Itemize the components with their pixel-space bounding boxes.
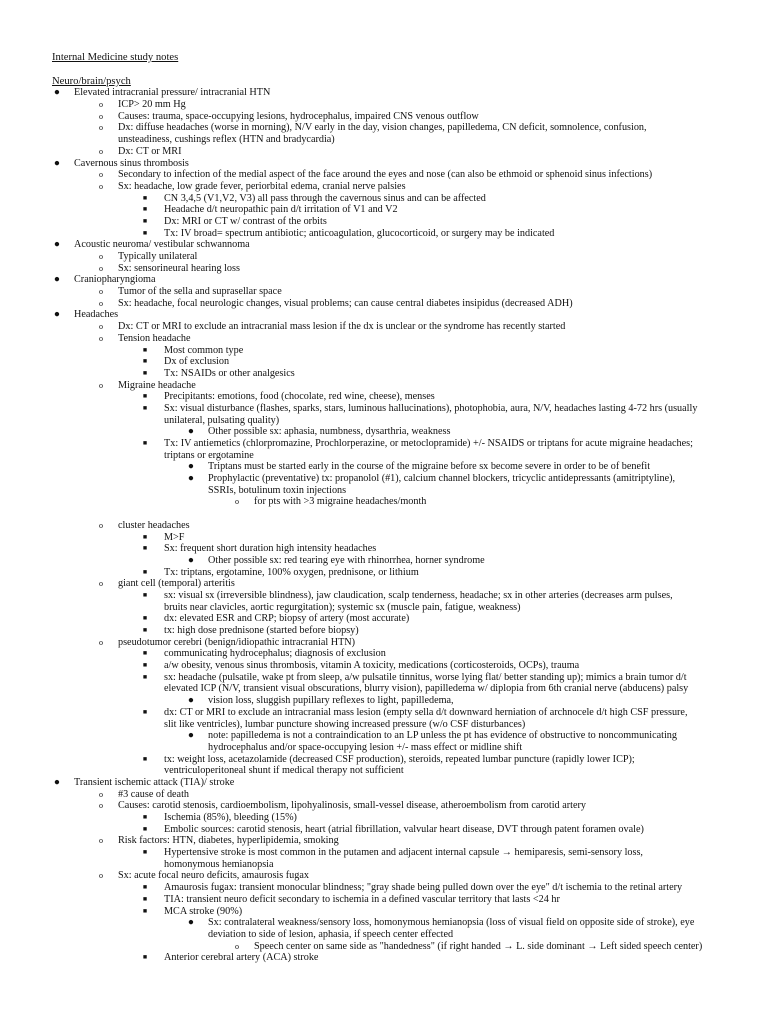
list-item-text: MCA stroke (90%) bbox=[164, 905, 243, 917]
list-item-text: TIA: transient neuro deficit secondary to ischemia in a defined vascular territory that lasts <24 hr bbox=[164, 893, 560, 905]
bullet-icon: o bbox=[235, 497, 239, 507]
list-item-text: Ischemia (85%), bleeding (15%) bbox=[164, 812, 297, 823]
list-item-text: homonymous hemianopsia bbox=[164, 858, 274, 870]
list-item-text: Headache d/t neuropathic pain d/t irritation of V1 and V2 bbox=[164, 204, 398, 216]
bullet-icon: o bbox=[99, 380, 103, 390]
bullet-icon: ■ bbox=[142, 590, 148, 599]
bullet-icon: o bbox=[99, 322, 103, 332]
list-item bbox=[0, 169, 768, 181]
list-item bbox=[0, 695, 768, 707]
list-item-text: unsteadiness, cushings reflex (HTN and bradycardia) bbox=[118, 134, 335, 146]
list-item bbox=[0, 473, 768, 485]
list-item-text: Transient ischemic attack (TIA)/ stroke bbox=[74, 776, 235, 788]
list-item bbox=[0, 555, 768, 567]
bullet-icon: ● bbox=[53, 157, 61, 169]
bullet-icon: ■ bbox=[142, 439, 148, 447]
bullet-icon: o bbox=[235, 941, 239, 951]
list-item-text: sx: visual sx (irreversible blindness), jaw claudication, scalp tenderness, headache; sx in other arteries (decreases arm pulses, bbox=[164, 589, 673, 601]
list-item bbox=[0, 800, 768, 812]
bullet-icon: o bbox=[99, 579, 103, 589]
bullet-icon: ■ bbox=[142, 707, 148, 716]
bullet-icon: o bbox=[99, 146, 103, 156]
list-item bbox=[0, 496, 768, 508]
list-item bbox=[0, 660, 768, 672]
list-item bbox=[0, 952, 768, 964]
bullet-icon: ■ bbox=[142, 544, 148, 553]
list-item-text: dx: CT or MRI to exclude an intracranial mass lesion (empty sella d/t downward herniation of archnocele d/t high CSF pressure, bbox=[164, 706, 688, 718]
list-item bbox=[0, 637, 768, 649]
list-item-text: pseudotumor cerebri (benign/idiopathic intracranial HTN) bbox=[118, 636, 356, 648]
bullet-icon: ■ bbox=[142, 228, 148, 237]
list-item-text: Sx: frequent short duration high intensity headaches bbox=[164, 543, 377, 555]
list-item bbox=[0, 309, 768, 321]
list-item-text: CN 3,4,5 (V1,V2, V3) all pass through the cavernous sinus and can be affected bbox=[164, 192, 486, 204]
list-item-text: Triptans must be started early in the course of the migraine before sx become severe in order to be of benefit bbox=[208, 461, 651, 473]
list-item-text: Risk factors: HTN, diabetes, hyperlipidemia, smoking bbox=[118, 835, 339, 847]
list-item-text: Tx: triptans, ergotamine, 100% oxygen, prednisone, or lithium bbox=[164, 566, 419, 578]
bullet-icon: ● bbox=[187, 554, 195, 566]
list-item-text: Other possible sx: red tearing eye with rhinorrhea, horner syndrome bbox=[208, 554, 485, 566]
list-item-text: unilateral, pulsating quality) bbox=[164, 414, 280, 426]
notes-list bbox=[0, 87, 768, 964]
list-item-text: sx: headache (pulsatile, wake pt from sleep, a/w pulsatile tinnitus, worse lying flat/ better standing up); mimics a brain tumor d/t bbox=[164, 671, 687, 683]
list-item bbox=[0, 789, 768, 801]
list-item-text: Sx: headache, focal neurologic changes, visual problems; can cause central diabetes insipidus (decreased ADH) bbox=[118, 297, 573, 309]
list-item bbox=[0, 193, 768, 205]
bullet-icon: ■ bbox=[142, 216, 148, 225]
list-item-text: Dx: CT or MRI bbox=[118, 145, 182, 157]
list-item-text: Embolic sources: carotid stenosis, heart (atrial fibrillation, valvular heart disease, DVT through patent foramen ovale) bbox=[164, 823, 644, 835]
list-item-text: communicating hydrocephalus; diagnosis of exclusion bbox=[164, 648, 386, 660]
bullet-icon: o bbox=[99, 170, 103, 180]
list-item bbox=[0, 590, 768, 602]
list-item-text: a/w obesity, venous sinus thrombosis, vitamin A toxicity, medications (corticosteroids, OCPs), trauma bbox=[164, 660, 580, 672]
bullet-icon: ● bbox=[187, 695, 195, 707]
list-item-text: Causes: trauma, space-occupying lesions, hydrocephalus, impaired CNS venous outflow bbox=[118, 110, 479, 122]
list-item bbox=[0, 625, 768, 637]
bullet-icon: ● bbox=[187, 461, 195, 473]
document-title: Internal Medicine study notes bbox=[52, 52, 179, 63]
list-item bbox=[0, 847, 768, 859]
list-item-text: Elevated intracranial pressure/ intracranial HTN bbox=[74, 87, 271, 99]
bullet-icon: o bbox=[99, 298, 103, 308]
bullet-icon: ■ bbox=[142, 357, 148, 366]
list-item-text: SSRIs, botulinum toxin injections bbox=[208, 484, 347, 496]
list-item-text: Most common type bbox=[164, 344, 244, 356]
bullet-icon: ■ bbox=[142, 567, 148, 576]
list-item-text: giant cell (temporal) arteritis bbox=[118, 578, 235, 590]
list-item-text: Cavernous sinus thrombosis bbox=[74, 157, 189, 169]
bullet-icon: o bbox=[99, 123, 103, 133]
list-item bbox=[0, 228, 768, 240]
list-item-text: note: papilledema is not a contraindication to an LP unless the pt has evidence of obstructive to noncommunicating bbox=[208, 730, 677, 742]
list-item bbox=[0, 578, 768, 590]
list-item bbox=[0, 719, 768, 731]
bullet-icon: ■ bbox=[142, 193, 148, 202]
list-item bbox=[0, 532, 768, 544]
list-item-text: Sx: sensorineural hearing loss bbox=[118, 262, 240, 274]
bullet-icon: ● bbox=[53, 776, 61, 788]
list-item bbox=[0, 251, 768, 263]
list-item bbox=[0, 777, 768, 789]
list-item-text: Causes: carotid stenosis, cardioembolism, lipohyalinosis, small-vessel disease, atheroembolism from carotid artery bbox=[118, 800, 586, 812]
list-item bbox=[0, 216, 768, 228]
bullet-icon: ■ bbox=[142, 894, 148, 903]
bullet-icon: o bbox=[99, 263, 103, 273]
list-item bbox=[0, 567, 768, 579]
list-item-text: Sx: headache, low grade fever, periorbital edema, cranial nerve palsies bbox=[118, 180, 406, 192]
list-item-text: Acoustic neuroma/ vestibular schwannoma bbox=[74, 239, 250, 251]
list-item-text: Tx: IV antiemetics (chlorpromazine, Prochlorperazine, or metoclopramide) +/- NSAIDS or triptans for acute migraine headaches; bbox=[164, 438, 693, 449]
bullet-icon: ● bbox=[53, 309, 61, 321]
bullet-icon: ■ bbox=[142, 649, 148, 658]
list-item-text: Other possible sx: aphasia, numbness, dysarthria, weakness bbox=[208, 426, 451, 438]
list-item bbox=[0, 426, 768, 438]
list-item bbox=[0, 613, 768, 625]
list-item bbox=[0, 485, 768, 497]
list-item bbox=[0, 824, 768, 836]
bullet-icon: ■ bbox=[142, 754, 148, 763]
bullet-icon: o bbox=[99, 252, 103, 261]
bullet-icon: ● bbox=[53, 239, 61, 251]
document-page bbox=[0, 52, 768, 964]
list-item-text: elevated ICP (N/V, transient visual obscurations, blurry vision), papilledema w/ diplopia from 6th cranial nerve (abducens) palsy bbox=[164, 683, 689, 695]
list-item bbox=[0, 134, 768, 146]
list-item bbox=[0, 321, 768, 333]
bullet-icon: ● bbox=[187, 730, 195, 742]
list-item-text: Secondary to infection of the medial aspect of the face around the eyes and nose (can also be ethmoid or sphenoid sinus infections) bbox=[118, 169, 653, 181]
list-item bbox=[0, 286, 768, 298]
list-item bbox=[0, 543, 768, 555]
list-item-text: Tx: NSAIDs or other analgesics bbox=[164, 367, 295, 379]
list-item-text: tx: high dose prednisone (started before biopsy) bbox=[164, 625, 359, 636]
bullet-icon: o bbox=[99, 871, 103, 881]
bullet-icon: ■ bbox=[142, 906, 148, 915]
list-item bbox=[0, 438, 768, 450]
list-item-text: Speech center on same side as "handedness" (if right handed → L. side dominant → Left sided speech center) bbox=[254, 940, 703, 952]
bullet-icon: ■ bbox=[142, 626, 148, 634]
bullet-icon: ● bbox=[187, 473, 195, 485]
list-item bbox=[0, 298, 768, 310]
bullet-icon: o bbox=[99, 637, 103, 647]
list-item bbox=[0, 461, 768, 473]
list-item-text: #3 cause of death bbox=[118, 788, 189, 800]
bullet-icon: o bbox=[99, 100, 103, 110]
bullet-icon: ■ bbox=[142, 824, 148, 833]
list-item-text: M>F bbox=[164, 531, 185, 543]
list-item-text: for pts with >3 migraine headaches/month bbox=[254, 496, 427, 508]
list-item-text: Dx of exclusion bbox=[164, 356, 230, 368]
bullet-icon: o bbox=[99, 836, 103, 846]
list-item bbox=[0, 333, 768, 345]
list-item-text: Sx: contralateral weakness/sensory loss, homonymous hemianopsia (loss of visual field on opposite side of stroke), eye bbox=[208, 917, 695, 929]
list-item bbox=[0, 730, 768, 742]
list-item-text: deviation to side of lesion, aphasia, if speech center effected bbox=[208, 928, 454, 940]
list-item-text: Hypertensive stroke is most common in the putamen and adjacent internal capsule → hemiparesis, semi-sensory loss, bbox=[164, 847, 643, 859]
list-item bbox=[0, 602, 768, 614]
list-item bbox=[0, 707, 768, 719]
list-item bbox=[0, 882, 768, 894]
list-item bbox=[0, 754, 768, 766]
list-item bbox=[0, 263, 768, 275]
list-item-text: ventriculoperitoneal shunt if medical therapy not sufficient bbox=[164, 765, 404, 777]
bullet-icon: ● bbox=[187, 917, 195, 929]
list-item bbox=[0, 403, 768, 415]
bullet-icon: ■ bbox=[142, 205, 148, 214]
list-item bbox=[0, 906, 768, 918]
bullet-icon: ■ bbox=[142, 392, 148, 401]
list-item bbox=[0, 274, 768, 286]
list-item-text: Anterior cerebral artery (ACA) stroke bbox=[164, 952, 319, 964]
list-item bbox=[0, 520, 768, 532]
list-item-text: triptans or ergotamine bbox=[164, 449, 254, 461]
bullet-icon: ■ bbox=[142, 532, 148, 541]
list-item-text: Sx: visual disturbance (flashes, sparks, stars, luminous hallucinations), photophobia, aura, N/V, headaches lasting 4-72 hrs (usually bbox=[164, 402, 698, 414]
bullet-icon: o bbox=[99, 801, 103, 811]
section-heading: Neuro/brain/psych bbox=[52, 75, 131, 87]
list-item bbox=[0, 812, 768, 824]
list-item bbox=[0, 158, 768, 170]
list-item-text: hydrocephalus and/or space-occupying lesion +/- mass effect or midline shift bbox=[208, 741, 523, 753]
list-item bbox=[0, 380, 768, 392]
list-item-text: Dx: MRI or CT w/ contrast of the orbits bbox=[164, 215, 327, 227]
list-item bbox=[0, 859, 768, 871]
list-item-text: cluster headaches bbox=[118, 519, 190, 531]
list-item-text: Tension headache bbox=[118, 332, 191, 344]
list-item-text: Amaurosis fugax: transient monocular blindness; "gray shade being pulled down over the eye" d/t ischemia to the retinal artery bbox=[164, 882, 683, 894]
list-item bbox=[0, 368, 768, 380]
list-item bbox=[0, 929, 768, 941]
list-item bbox=[0, 450, 768, 462]
list-item bbox=[0, 181, 768, 193]
list-item-text: Migraine headache bbox=[118, 379, 196, 391]
list-item-text: Sx: acute focal neuro deficits, amaurosis fugax bbox=[118, 870, 309, 882]
list-item bbox=[0, 672, 768, 684]
list-item bbox=[0, 415, 768, 427]
list-item bbox=[0, 146, 768, 158]
bullet-icon: o bbox=[99, 111, 103, 121]
list-item bbox=[0, 917, 768, 929]
bullet-icon: ■ bbox=[142, 661, 148, 670]
bullet-icon: ■ bbox=[142, 883, 148, 892]
bullet-icon: ● bbox=[53, 87, 61, 99]
bullet-icon: ● bbox=[187, 426, 195, 438]
bullet-icon: ■ bbox=[142, 614, 148, 623]
bullet-icon: ■ bbox=[142, 403, 148, 412]
list-item-text: Prophylactic (preventative) tx: propanolol (#1), calcium channel blockers, tricyclic antidepressants (amitriptyline), bbox=[208, 473, 676, 485]
list-item-text: bruits near clavicles, aortic regurgitation); systemic sx (muscle pain, fatigue, weakness) bbox=[164, 601, 521, 613]
list-item-text: tx: weight loss, acetazolamide (decreased CSF production), steroids, repeated lumbar puncture (rapidly lower ICP); bbox=[164, 753, 635, 765]
list-item bbox=[0, 122, 768, 134]
list-item bbox=[0, 870, 768, 882]
bullet-icon: ■ bbox=[142, 953, 148, 962]
bullet-icon: ■ bbox=[142, 848, 148, 857]
list-item bbox=[0, 765, 768, 777]
bullet-icon: o bbox=[99, 181, 103, 191]
bullet-icon: ● bbox=[53, 274, 61, 286]
list-item bbox=[0, 648, 768, 660]
list-item bbox=[0, 87, 768, 99]
bullet-icon: o bbox=[99, 789, 103, 799]
list-item-text: ICP> 20 mm Hg bbox=[118, 99, 186, 111]
list-item bbox=[0, 835, 768, 847]
list-item bbox=[0, 239, 768, 251]
bullet-icon: o bbox=[99, 333, 103, 343]
list-item-text: slit like ventricles), lumbar puncture showing increased pressure (w/o CSF disturbances) bbox=[164, 718, 526, 730]
list-item bbox=[0, 894, 768, 906]
bullet-icon: ■ bbox=[142, 672, 148, 681]
bullet-icon: ■ bbox=[142, 345, 148, 354]
list-item bbox=[0, 99, 768, 111]
list-item bbox=[0, 111, 768, 123]
list-item bbox=[0, 742, 768, 754]
list-item bbox=[0, 345, 768, 357]
list-item-text: dx: elevated ESR and CRP; biopsy of artery (most accurate) bbox=[164, 613, 410, 625]
list-item bbox=[0, 683, 768, 695]
list-item-text: Precipitants: emotions, food (chocolate, red wine, cheese), menses bbox=[164, 391, 435, 403]
list-item bbox=[0, 356, 768, 368]
list-item bbox=[0, 508, 768, 520]
bullet-icon: ■ bbox=[142, 813, 148, 821]
bullet-icon: o bbox=[99, 287, 103, 297]
list-item-text: Tumor of the sella and suprasellar space bbox=[118, 286, 282, 298]
list-item-text: Dx: CT or MRI to exclude an intracranial mass lesion if the dx is unclear or the syndrome has recently started bbox=[118, 321, 566, 333]
list-item bbox=[0, 941, 768, 953]
list-item-text: Craniopharyngioma bbox=[74, 274, 156, 286]
list-item-text: Dx: diffuse headaches (worse in morning), N/V early in the day, vision changes, papilledema, CN deficit, somnolence, confusion, bbox=[118, 122, 647, 134]
list-item bbox=[0, 204, 768, 216]
list-item-text: Tx: IV broad= spectrum antibiotic; anticoagulation, glucocorticoid, or surgery may be indicated bbox=[164, 227, 555, 239]
list-item-text: Headaches bbox=[74, 309, 119, 321]
list-item-text: vision loss, sluggish pupillary reflexes to light, papilledema, bbox=[208, 695, 454, 707]
list-item bbox=[0, 391, 768, 403]
bullet-icon: o bbox=[99, 520, 103, 530]
list-item-text: Typically unilateral bbox=[118, 251, 198, 262]
bullet-icon: ■ bbox=[142, 368, 148, 377]
